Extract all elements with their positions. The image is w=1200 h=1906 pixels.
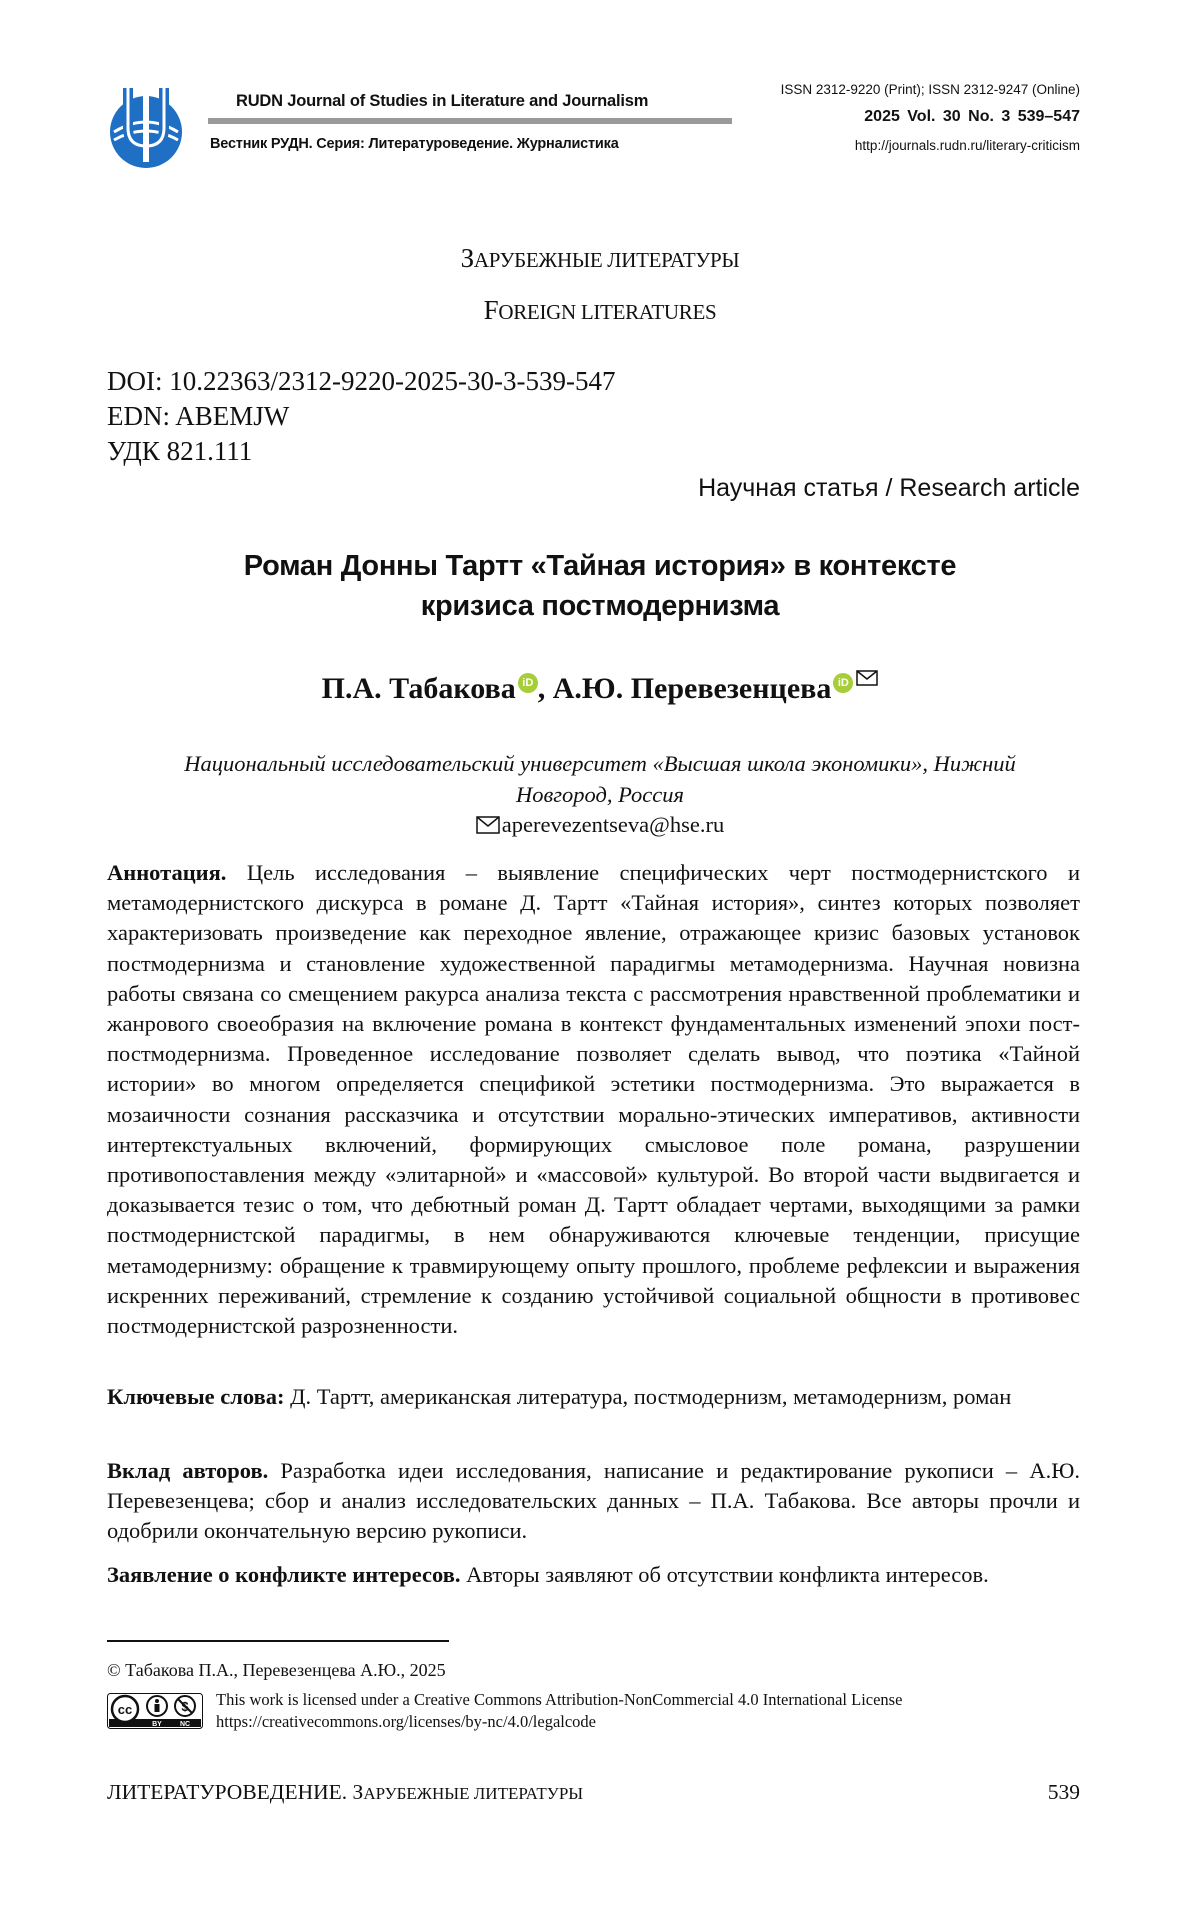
article-title (0, 546, 1200, 626)
journal-logo-icon (100, 82, 192, 174)
keywords (107, 1382, 1080, 1412)
author-1: П.А. Табакова (322, 672, 516, 705)
affiliation-line-1: Национальный исследовательский университет «Высшая школа экономики», Нижний (0, 748, 1200, 779)
abstract-label: Аннотация. (107, 860, 226, 885)
cc-text: cc (118, 1702, 132, 1717)
orcid-icon[interactable]: iD (833, 673, 853, 693)
envelope-icon (476, 816, 500, 834)
cc-by-text: BY (152, 1721, 162, 1728)
envelope-icon[interactable] (856, 670, 878, 686)
keywords-label: Ключевые слова: (107, 1384, 284, 1409)
article-meta (107, 364, 615, 469)
doi[interactable]: DOI: 10.22363/2312-9220-2025-30-3-539-547 (107, 364, 615, 399)
journal-title-en: RUDN Journal of Studies in Literature and Journalism (236, 92, 648, 111)
keywords-text: Д. Тартт, американская литература, постмодернизм, метамодернизм, роман (290, 1384, 1011, 1409)
contribution-text: Разработка идеи исследования, написание и редактирование рукописи – А.Ю. Перевезенцева; сбор и анализ исследовательских данных – П.А. Табакова. Все авторы прочли и одобрили окончательную версию рукописи. (107, 1458, 1080, 1543)
affiliation-line-2: Новгород, Россия (0, 779, 1200, 810)
license-text (216, 1689, 902, 1733)
affiliation (0, 748, 1200, 810)
authors (0, 670, 1200, 706)
email-address[interactable]: aperevezentseva@hse.ru (502, 812, 724, 837)
section-ru-initial: З (461, 243, 474, 273)
license-url[interactable]: https://creativecommons.org/licenses/by-nc/4.0/legalcode (216, 1711, 902, 1733)
journal-url[interactable]: http://journals.rudn.ru/literary-criticism (855, 138, 1080, 153)
cc-nc-text: NC (180, 1721, 190, 1728)
edn: EDN: ABEMJW (107, 399, 615, 434)
section-ru-rest: АРУБЕЖНЫЕ ЛИТЕРАТУРЫ (474, 248, 740, 272)
footer-main: ЛИТЕРАТУРОВЕДЕНИЕ. (107, 1780, 353, 1804)
running-footer (107, 1780, 583, 1805)
conflict-statement (107, 1560, 1080, 1590)
author-2: А.Ю. Перевезенцева (553, 672, 832, 705)
header-rule (208, 118, 732, 124)
author-contribution (107, 1456, 1080, 1547)
author-separator: , (538, 672, 553, 705)
section-heading-ru (0, 243, 1200, 274)
issn: ISSN 2312-9220 (Print); ISSN 2312-9247 (Online) (781, 82, 1080, 97)
orcid-icon[interactable]: iD (518, 673, 538, 693)
conflict-text: Авторы заявляют об отсутствии конфликта интересов. (466, 1562, 989, 1587)
cc-license-badge-icon[interactable] (107, 1693, 203, 1729)
copyright: © Табакова П.А., Перевезенцева А.Ю., 2025 (107, 1660, 446, 1681)
contribution-label: Вклад авторов. (107, 1458, 268, 1483)
footer-rest: АРУБЕЖНЫЕ ЛИТЕРАТУРЫ (363, 1784, 583, 1803)
license-line-1: This work is licensed under a Creative Commons Attribution-NonCommercial 4.0 International License (216, 1689, 902, 1711)
section-en-rest: OREIGN LITERATURES (498, 300, 716, 324)
issue-info: 2025 Vol. 30 No. 3 539–547 (864, 108, 1080, 126)
page-number: 539 (1048, 1780, 1080, 1805)
title-line-2: кризиса постмодернизма (0, 586, 1200, 626)
article-type: Научная статья / Research article (698, 474, 1080, 503)
journal-title-ru: Вестник РУДН. Серия: Литературоведение. Журналистика (210, 136, 619, 152)
udk: УДК 821.111 (107, 434, 615, 469)
abstract (107, 858, 1080, 1341)
corresponding-email (0, 812, 1200, 838)
section-en-initial: F (484, 295, 499, 325)
conflict-label: Заявление о конфликте интересов. (107, 1562, 460, 1587)
section-heading-en (0, 295, 1200, 326)
title-line-1: Роман Донны Тартт «Тайная история» в контексте (0, 546, 1200, 586)
footer-initial: З (353, 1780, 364, 1804)
abstract-text: Цель исследования – выявление специфических черт постмодернистского и метамодернистского дискурса в романе Д. Тартт «Тайная история», синтез которых позволяет характеризовать произведение как переходное явление, отражающее кризис базовых установок постмодернизма и становление художественной парадигмы метамодернизма. Научная новизна работы связана со смещением ракурса анализа текста с рассмотрения нравственной проблематики и жанрового своеобразия на включение романа в контекст фундаментальных изменений эпохи пост-постмодернизма. Проведенное исследование позволяет сделать вывод, что поэтика «Тайной истории» во многом определяется спецификой эстетики постмодернизма. Это выражается в мозаичности сознания рассказчика и отсутствии морально-этических императивов, активности интертекстуальных включений, формирующих смысловое поле романа, разрушении противопоставления между «элитарной» и «массовой» культурой. Во второй части выдвигается и доказывается тезис о том, что дебютный роман Д. Тартт обладает чертами, выходящими за рамки постмодернистской парадигмы, в нем обнаруживаются ключевые тенденции, присущие метамодернизму: обращение к травмирующему опыту прошлого, проблеме рефлексии и выражения искренних переживаний, стремление к созданию устойчивой социальной общности в противовес постмодернистской разрозненности. (107, 860, 1080, 1338)
footnote-rule (107, 1640, 449, 1642)
